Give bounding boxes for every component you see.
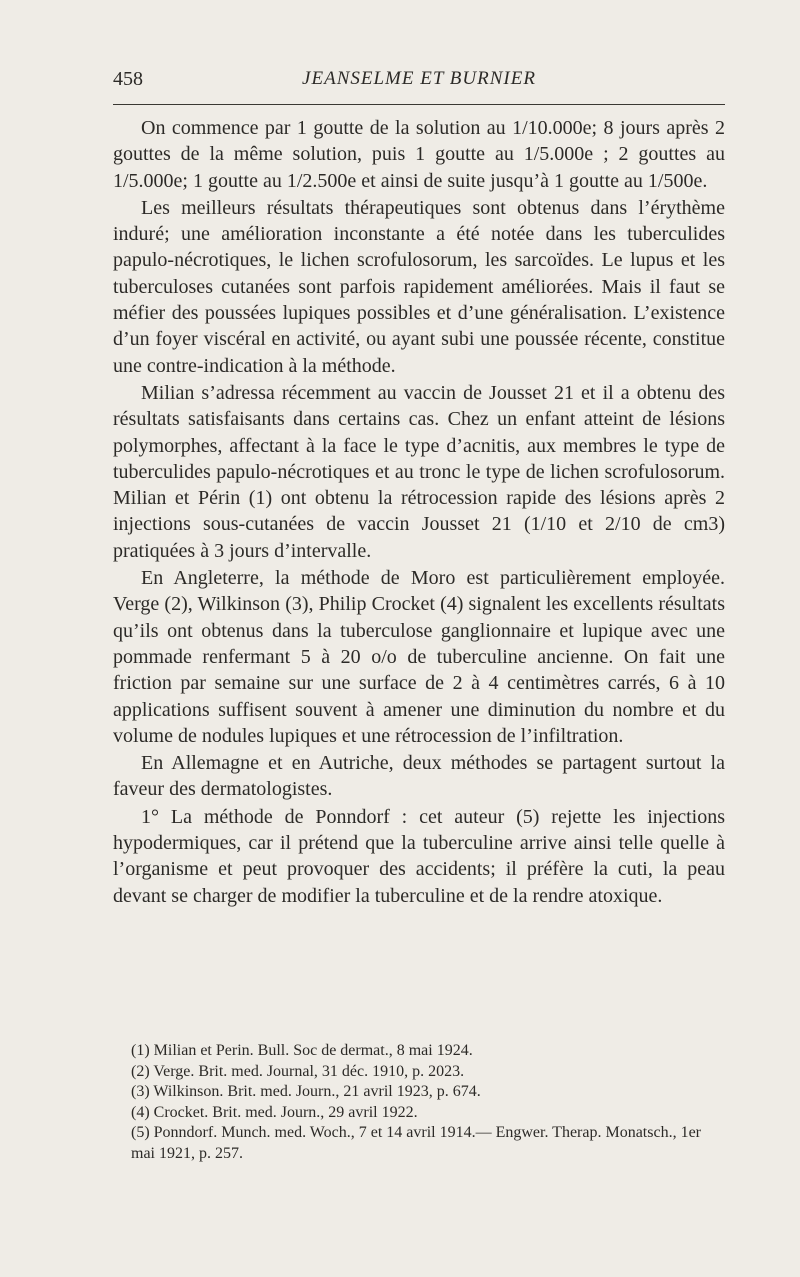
running-title: JEANSELME ET BURNIER xyxy=(302,68,536,89)
paragraph: 1° La méthode de Ponndorf : cet auteur (5) rejette les injections hypodermiques, car il prétend que la tuberculine arrive ainsi telle quelle à l’organisme et peut provoquer des accidents; il préfère la cuti, la peau devant se charger de modifier la tuberculine et de la rendre atoxique. xyxy=(113,805,725,907)
footnote: (1) Milian et Perin. Bull. Soc de dermat., 8 mai 1924. xyxy=(131,1042,473,1059)
paragraph: Les meilleurs résultats thérapeutiques sont obtenus dans l’érythème induré; une amélioration inconstante a été notée dans les tuberculides papulo-nécrotiques, le lichen scrofulosorum, les sarcoïdes. Le lupus et les tuberculoses cutanées sont parfois rapidement améliorées. Mais il faut se méfier des poussées lupiques possibles et d’une généralisation. L’existence d’un foyer viscéral en activité, ou ayant subi une poussée récente, constitue une contre-indication à la méthode. xyxy=(113,196,725,377)
paragraph: On commence par 1 goutte de la solution au 1/10.000e; 8 jours après 2 gouttes de la même solution, puis 1 goutte au 1/5.000e ; 2 gouttes au 1/5.000e; 1 goutte au 1/2.500e et ainsi de suite jusqu’à 1 goutte au 1/500e. xyxy=(113,117,725,192)
paragraph: En Angleterre, la méthode de Moro est particulièrement employée. Verge (2), Wilkinson (3), Philip Crocket (4) signalent les excellents résultats qu’ils ont obtenus dans la tuberculose ganglionnaire et lupique avec une pommade renfermant 5 à 20 o/o de tuberculine ancienne. On fait une friction par semaine sur une surface de 2 à 4 centimètres carrés, 6 à 10 applications suffisent souvent à amener une diminution du nombre et du volume de nodules lupiques et une rétrocession de l’infiltration. xyxy=(113,567,725,747)
page-number: 458 xyxy=(113,68,143,90)
footnotes xyxy=(113,1041,725,1165)
body-text xyxy=(113,115,725,909)
page-header xyxy=(113,68,725,98)
footnote: (3) Wilkinson. Brit. med. Journ., 21 avril 1923, p. 674. xyxy=(131,1083,481,1101)
paragraph: Milian s’adressa récemment au vaccin de Jousset 21 et il a obtenu des résultats satisfaisants dans certains cas. Chez un enfant atteint de lésions polymorphes, affectant à la face le type d’acnitis, aux membres le type de tuberculides papulo-nécrotiques et au tronc le type de lichen scrofulosorum. Milian et Périn (1) ont obtenu la rétrocession rapide des lésions après 2 injections sous-cutanées de vaccin Jousset 21 (1/10 et 2/10 de cm3) pratiquées à 3 jours d’intervalle. xyxy=(113,381,725,562)
footnote: (4) Crocket. Brit. med. Journ., 29 avril 1922. xyxy=(131,1103,418,1121)
header-rule xyxy=(113,104,725,105)
paragraph: En Allemagne et en Autriche, deux méthodes se partagent surtout la faveur des dermatologistes. xyxy=(113,752,725,801)
footnote: (5) Ponndorf. Munch. med. Woch., 7 et 14 avril 1914.— Engwer. Therap. Monatsch., 1er mai 1921, p. 257. xyxy=(131,1124,702,1162)
footnote: (2) Verge. Brit. med. Journal, 31 déc. 1910, p. 2023. xyxy=(131,1062,465,1080)
